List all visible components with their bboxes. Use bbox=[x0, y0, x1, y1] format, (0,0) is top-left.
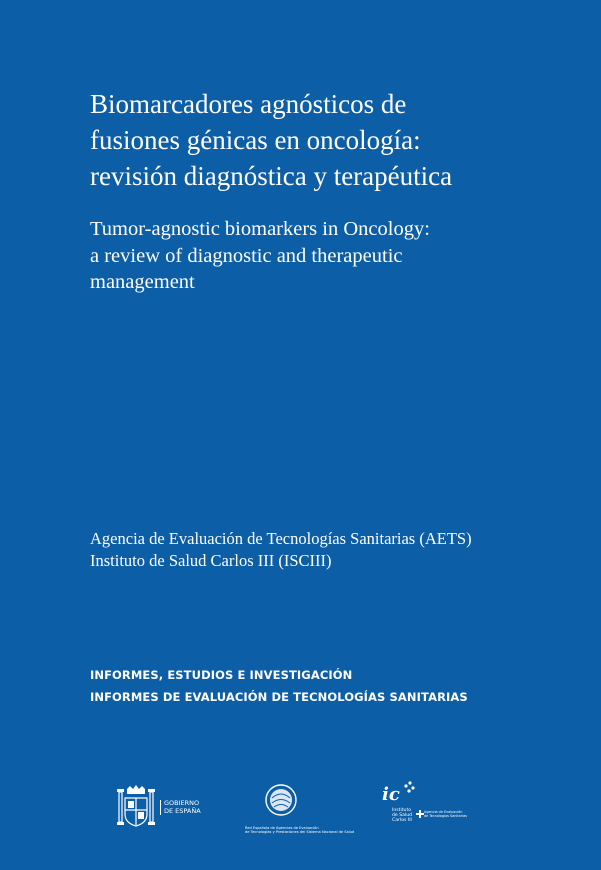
globe-icon bbox=[240, 780, 340, 822]
cover-subtitle bbox=[90, 216, 560, 296]
red-agencias-text bbox=[245, 826, 354, 834]
isciii-logo bbox=[380, 780, 470, 836]
aets-cross-icon bbox=[416, 810, 424, 818]
gobierno-logo-text bbox=[160, 800, 201, 815]
series-line: INFORMES, ESTUDIOS E INVESTIGACIÓN bbox=[90, 668, 353, 682]
authoring-agencies bbox=[90, 528, 560, 572]
red-line: Red Española de Agencias de Evaluación bbox=[245, 826, 319, 830]
agency-line: Instituto de Salud Carlos III (ISCIII) bbox=[90, 551, 332, 570]
title-line: Biomarcadores agnósticos de bbox=[90, 89, 407, 119]
agency-line: Agencia de Evaluación de Tecnologías Sanitarias (AETS) bbox=[90, 529, 472, 548]
aets-text bbox=[424, 810, 467, 818]
aets-line: Agencia de Evaluación bbox=[424, 810, 463, 814]
svg-text:ic: ic bbox=[382, 784, 400, 805]
series-line: INFORMES DE EVALUACIÓN DE TECNOLOGÍAS SANITARIAS bbox=[90, 690, 468, 704]
title-line: revisión diagnóstica y terapéutica bbox=[90, 161, 453, 191]
coat-of-arms-icon bbox=[116, 784, 156, 830]
red-line: de Tecnologías y Prestaciones del Sistema Nacional de Salud bbox=[245, 830, 355, 835]
report-series bbox=[90, 664, 560, 708]
isciii-line: de Salud bbox=[392, 813, 413, 819]
gobierno-line: GOBIERNO bbox=[164, 799, 200, 807]
isciii-line: Instituto bbox=[392, 808, 412, 813]
red-agencias-logo bbox=[240, 780, 355, 836]
isciii-mark-icon bbox=[380, 780, 420, 806]
subtitle-line: management bbox=[90, 271, 195, 293]
subtitle-line: a review of diagnostic and therapeutic bbox=[90, 244, 403, 267]
isciii-text bbox=[392, 808, 412, 824]
cover-title bbox=[90, 86, 560, 194]
title-line: fusiones génicas en oncología: bbox=[90, 125, 421, 155]
logo-strip bbox=[0, 770, 601, 840]
aets-line: de Tecnologías Sanitarias bbox=[424, 814, 467, 818]
subtitle-line: Tumor-agnostic biomarkers in Oncology: bbox=[90, 218, 430, 240]
gobierno-line: DE ESPAÑA bbox=[164, 806, 201, 815]
gobierno-de-espana-logo bbox=[116, 784, 206, 830]
isciii-line: Carlos III bbox=[392, 818, 412, 824]
